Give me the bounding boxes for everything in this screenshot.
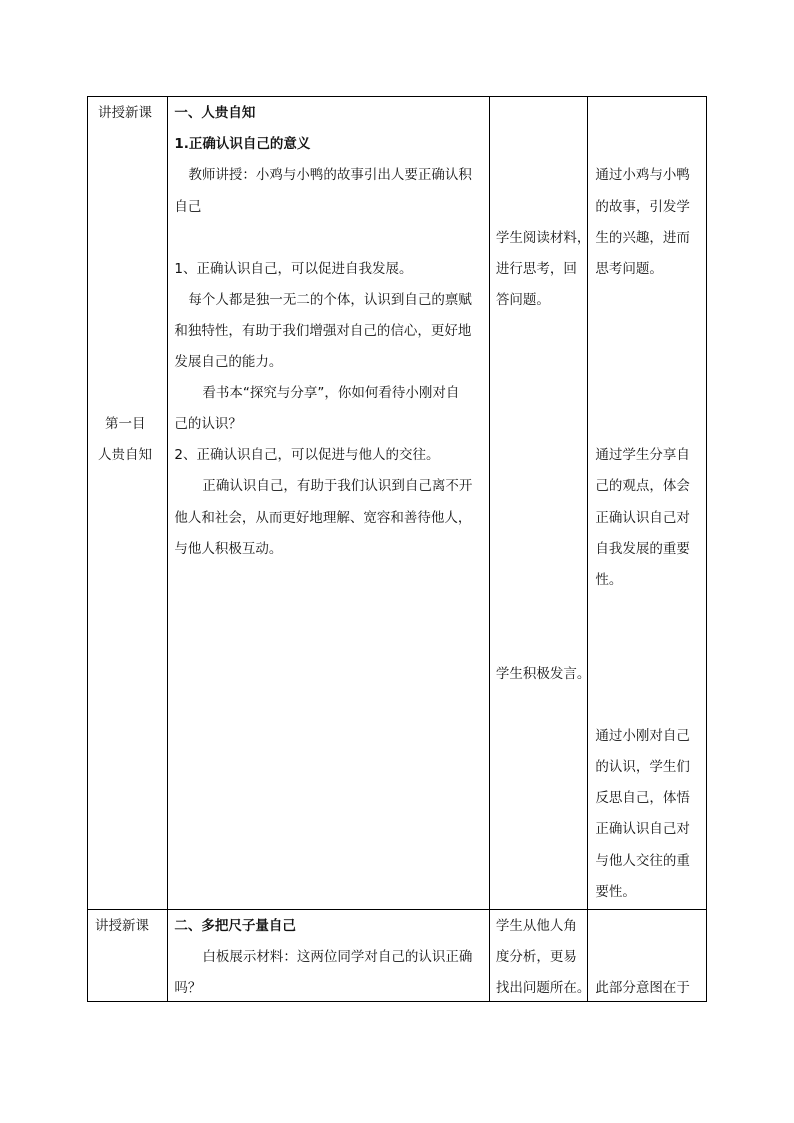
intent-line: 反思自己，体悟 [595,790,690,806]
section-name-line: 人贵自知 [98,447,152,463]
content-line: 吗？ [174,979,202,996]
intent-line: 通过小鸡与小鸭 [595,167,690,183]
stage-label: 讲授新课 [95,917,149,934]
activity-line: 学生积极发言。 [495,666,591,682]
activity-line: 学生从他人角 [495,917,577,934]
design-intent-cell [588,97,707,910]
content-line: 自己 [174,199,202,215]
content-line: 教师讲授：小鸡与小鸭的故事引出人要正确认积 [188,167,472,183]
table-row [88,97,707,910]
table-row [88,909,707,1001]
activity-line: 度分析，更易 [495,948,577,965]
teacher-content-cell [168,909,490,1001]
intent-line: 要性。 [595,884,636,900]
content-line: 1、正确认识自己，可以促进自我发展。 [174,261,413,277]
intent-line: 的故事，引发学 [595,199,690,215]
intent-line: 思考问题。 [595,261,663,277]
content-line: 白板展示材料：这两位同学对自己的认识正确 [202,948,473,965]
intent-line: 自我发展的重要 [595,541,690,557]
lesson-plan-table [87,96,707,1002]
intent-line: 的认识，学生们 [595,759,690,775]
content-line: 与他人积极互动。 [174,541,283,557]
student-activity-cell [489,97,591,910]
content-line: 2、正确认识自己，可以促进与他人的交往。 [174,447,440,463]
sub-heading: 1.正确认识自己的意义 [174,136,311,152]
intent-line: 与他人交往的重 [595,853,690,869]
content-line: 他人和社会，从而更好地理解、宽容和善待他人， [174,510,472,526]
intent-line: 己的观点，体会 [595,478,690,494]
intent-line: 通过学生分享自 [595,447,690,463]
intent-line: 此部分意图在于 [595,979,690,996]
section-heading: 一、人贵自知 [174,105,256,121]
intent-line: 生的兴趣，进而 [595,230,690,246]
intent-line: 正确认识自己对 [595,510,690,526]
content-line: 每个人都是独一无二的个体，认识到自己的禀赋 [188,292,472,308]
teacher-content-cell [168,97,490,910]
stage-cell [88,97,168,910]
content-line: 看书本“探究与分享”，你如何看待小刚对自 [202,385,460,401]
section-heading: 二、多把尺子量自己 [174,917,296,934]
content-line: 己的认识？ [174,416,242,432]
intent-line: 通过小刚对自己 [595,728,690,744]
activity-line: 学生阅读材料， [495,230,591,246]
activity-line: 找出问题所在。 [495,979,591,996]
design-intent-cell [588,909,707,1001]
stage-cell [88,909,168,1001]
activity-line: 进行思考，回 [495,261,577,277]
content-line: 和独特性，有助于我们增强对自己的信心，更好地 [174,323,472,339]
intent-line: 性。 [595,572,623,588]
section-name-line: 第一目 [105,416,146,432]
activity-line: 答问题。 [495,292,550,308]
stage-label: 讲授新课 [98,105,152,121]
intent-line: 正确认识自己对 [595,821,690,837]
content-line: 正确认识自己，有助于我们认识到自己离不开 [202,478,473,494]
content-line: 发展自己的能力。 [174,354,283,370]
student-activity-cell [489,909,591,1001]
